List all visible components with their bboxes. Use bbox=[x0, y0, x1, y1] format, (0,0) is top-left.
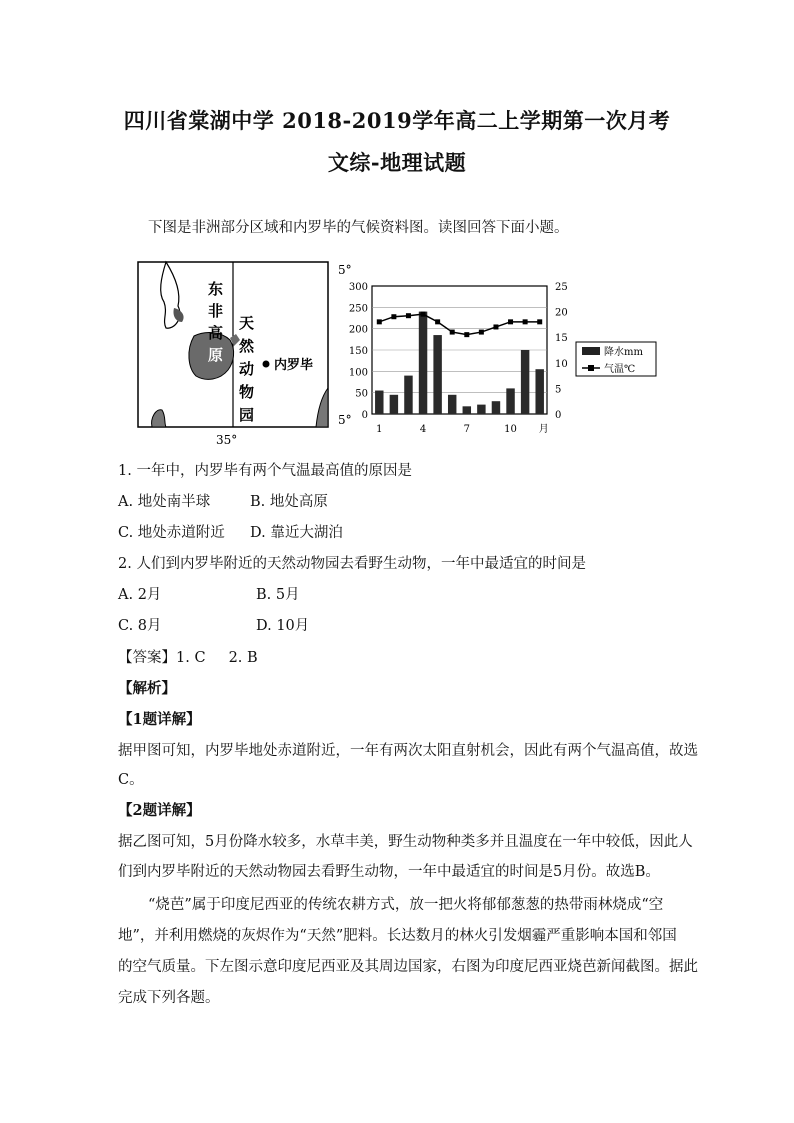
x-tick-label: 1 bbox=[376, 424, 383, 435]
park-char-3: 物 bbox=[239, 383, 255, 401]
detail2-line2: 们到内罗毕附近的天然动物园去看野生动物，一年中最适宜的时间是5月份。故选B。 bbox=[118, 864, 660, 880]
answer-line: 【答案】1. C 2. B bbox=[118, 650, 258, 666]
y-right-tick-label: 5 bbox=[555, 384, 562, 396]
y-left-tick-label: 100 bbox=[348, 367, 368, 379]
detail2-line1: 据乙图可知，5月份降水较多，水草丰美，野生动物种类多并且温度在一年中较低，因此人 bbox=[118, 834, 693, 850]
q1-stem: 1. 一年中，内罗毕有两个气温最高值的原因是 bbox=[118, 463, 412, 479]
intro-text: 下图是非洲部分区域和内罗毕的气候资料图。读图回答下面小题。 bbox=[148, 220, 569, 236]
city-label: 内罗毕 bbox=[274, 358, 314, 373]
precip-bar bbox=[477, 405, 485, 414]
q1-option-b: B. 地处高原 bbox=[250, 494, 328, 510]
y-right-tick-label: 25 bbox=[555, 282, 568, 293]
park-char-4: 园 bbox=[239, 406, 255, 424]
detail2-label: 【2题详解】 bbox=[118, 802, 201, 819]
temp-point bbox=[523, 319, 528, 324]
y-left-tick-label: 150 bbox=[348, 346, 368, 357]
q1-option-c: C. 地处赤道附近 bbox=[118, 525, 225, 541]
temp-point bbox=[508, 319, 513, 324]
africa-map bbox=[136, 258, 358, 448]
temp-point bbox=[391, 314, 396, 319]
legend-bar-label: 降水mm bbox=[604, 347, 643, 358]
q2-stem: 2. 人们到内罗毕附近的天然动物园去看野生动物，一年中最适宜的时间是 bbox=[118, 556, 586, 572]
temp-point bbox=[493, 324, 498, 329]
precip-bar bbox=[492, 401, 500, 414]
nairobi-marker bbox=[263, 361, 270, 368]
park-char-1: 然 bbox=[239, 337, 255, 355]
temp-point bbox=[435, 319, 440, 324]
x-tick-label: 10 bbox=[504, 424, 517, 435]
precip-bar bbox=[433, 335, 441, 414]
temp-point bbox=[421, 312, 426, 317]
lat-bottom-label: 5° bbox=[338, 413, 352, 427]
y-left-tick-label: 50 bbox=[355, 388, 368, 400]
temp-point bbox=[479, 330, 484, 335]
precip-bar bbox=[535, 369, 543, 414]
park-char-0: 天 bbox=[239, 314, 255, 332]
park-char-2: 动 bbox=[239, 360, 255, 378]
q1-option-a: A. 地处南半球 bbox=[118, 494, 211, 510]
precip-bar bbox=[419, 312, 427, 414]
legend-line-marker bbox=[588, 365, 594, 371]
legend-line-label: 气温℃ bbox=[604, 364, 636, 375]
passage-line4: 完成下列各题。 bbox=[118, 990, 220, 1006]
y-right-tick-label: 20 bbox=[555, 307, 568, 319]
y-left-tick-label: 200 bbox=[348, 324, 368, 336]
y-right-tick-label: 15 bbox=[555, 333, 568, 345]
x-unit-label: 月 bbox=[538, 424, 549, 435]
legend-bar-swatch bbox=[582, 347, 600, 355]
precip-bar bbox=[404, 376, 412, 414]
q1-option-d: D. 靠近大湖泊 bbox=[250, 525, 343, 541]
climate-chart bbox=[336, 258, 666, 443]
y-right-tick-label: 10 bbox=[555, 358, 568, 370]
detail1-line2: C。 bbox=[118, 772, 144, 788]
passage-line3: 的空气质量。下左图示意印度尼西亚及其周边国家，右图为印度尼西亚烧芭新闻截图。据此 bbox=[118, 959, 698, 975]
y-left-tick-label: 250 bbox=[348, 303, 368, 315]
q2-option-c: C. 8月 bbox=[118, 618, 162, 634]
detail1-label: 【1题详解】 bbox=[118, 711, 201, 728]
precip-bar bbox=[463, 406, 471, 414]
precip-bar bbox=[390, 395, 398, 414]
analysis-label: 【解析】 bbox=[118, 680, 176, 697]
temp-point bbox=[377, 319, 382, 324]
y-left-tick-label: 0 bbox=[361, 410, 368, 421]
x-tick-label: 4 bbox=[419, 424, 427, 435]
passage-line1: “烧芭”属于印度尼西亚的传统农耕方式，放一把火将郁郁葱葱的热带雨林烧成“空 bbox=[148, 897, 664, 913]
q2-option-a: A. 2月 bbox=[118, 587, 162, 603]
precip-bar bbox=[521, 350, 529, 414]
region-char-3: 原 bbox=[208, 346, 224, 364]
detail1-line1: 据甲图可知，内罗毕地处赤道附近，一年有两次太阳直射机会，因此有两个气温高值，故选 bbox=[118, 743, 698, 759]
region-char-0: 东 bbox=[208, 280, 224, 298]
temp-point bbox=[450, 330, 455, 335]
x-tick-label: 7 bbox=[463, 424, 470, 435]
precip-bar bbox=[506, 388, 514, 414]
y-right-tick-label: 0 bbox=[555, 410, 562, 421]
region-char-1: 非 bbox=[208, 302, 224, 320]
passage-line2: 地”，并利用燃烧的灰烬作为“天然”肥料。长达数月的林火引发烟霾严重影响本国和邻国 bbox=[118, 928, 677, 944]
region-char-2: 高 bbox=[208, 324, 224, 342]
precip-bar bbox=[448, 395, 456, 414]
page-subtitle: 文综-地理试题 bbox=[327, 150, 467, 175]
temp-point bbox=[537, 319, 542, 324]
precip-bar bbox=[375, 391, 383, 414]
y-left-tick-label: 300 bbox=[348, 282, 368, 293]
q2-option-d: D. 10月 bbox=[256, 618, 310, 634]
temp-point bbox=[464, 332, 469, 337]
lon-label: 35° bbox=[216, 433, 238, 447]
lat-top-label: 5° bbox=[338, 263, 352, 277]
q2-option-b: B. 5月 bbox=[256, 587, 300, 603]
temp-point bbox=[406, 313, 411, 318]
page-title: 四川省棠湖中学 2018-2019学年高二上学期第一次月考 bbox=[123, 108, 671, 133]
